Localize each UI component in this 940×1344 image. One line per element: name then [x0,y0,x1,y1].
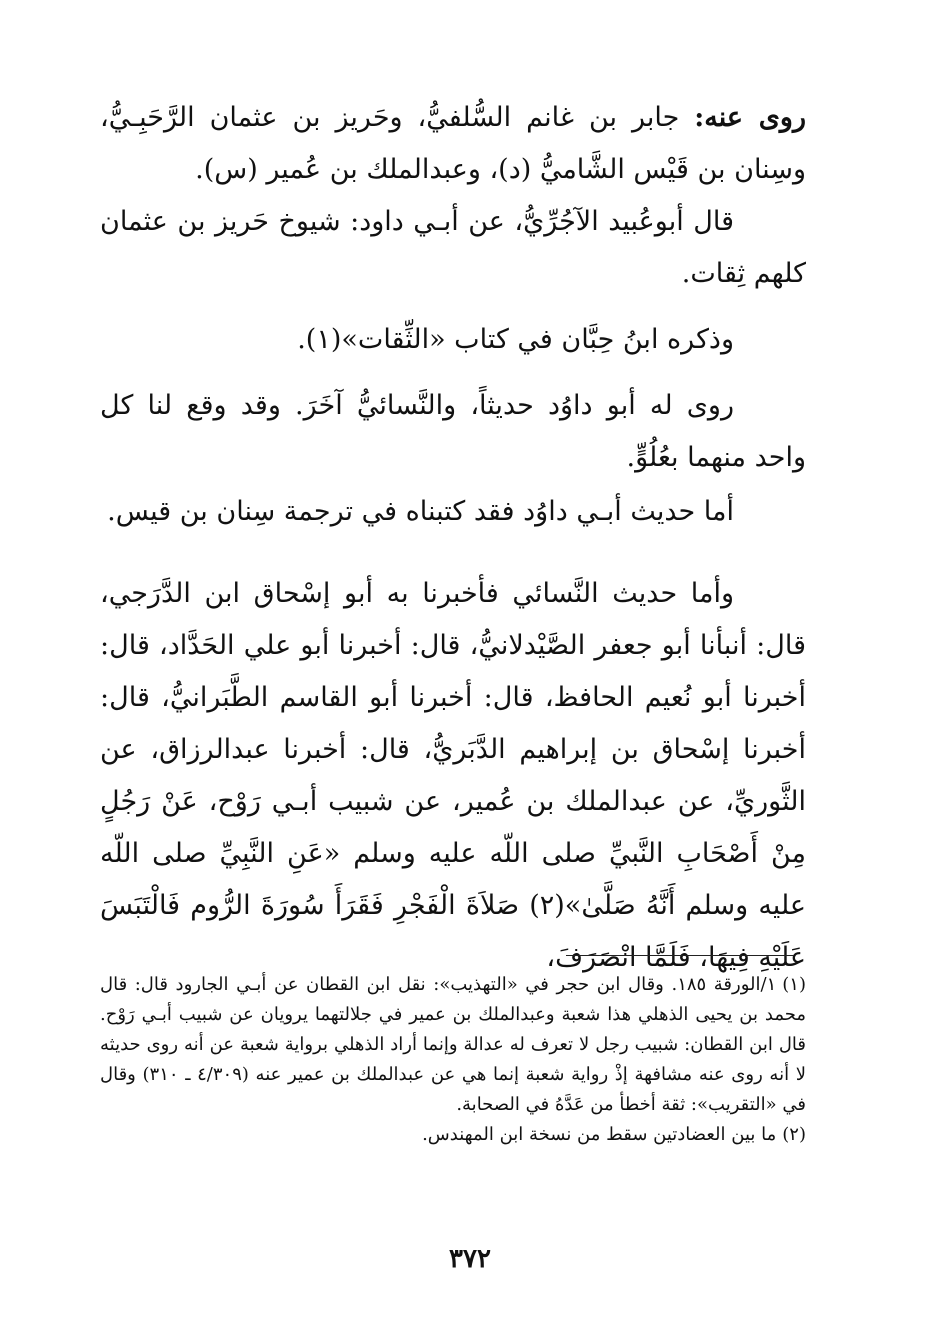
ajurri-text: قال أبوعُبيد الآجُرِّيُّ، عن أبـي داود: شيوخ حَريز بن عثمان كلهم ثِقات. [100,206,806,289]
ibn-hibban-text: وذكره ابنُ حِبَّان في كتاب «الثِّقات»(١). [297,324,734,355]
paragraph-narrators [100,92,806,196]
paragraph-abu-dawud-hadith [100,486,806,538]
footnote-2-text: ما بين العضادتين سقط من نسخة ابن المهندس. [422,1124,777,1145]
paragraph-narrated-by [100,380,806,484]
footnote-divider [566,955,794,956]
paragraph-ibn-hibban [100,314,806,366]
footnote-2-number: (٢) [782,1124,806,1145]
nasai-hadith-text: وأما حديث النَّسائي فأخبرنا به أبو إسْحاق ابن الدَّرَجي، قال: أنبأنا أبو جعفر الصَّيْدلانيُّ، قال: أخبرنا أبو علي الحَدَّاد، قال: أخبرنا أبو نُعيم الحافظ، قال: أخبرنا أبو القاسم الطَّبَرانيُّ، قال: أخبرنا إسْحاق بن إبراهيم الدَّبَريُّ، قال: أخبرنا عبدالرزاق، عن الثَّوريِّ، عن عبدالملك بن عُمير، عن شبيب أبـي رَوْح، عَنْ رَجُلٍ مِنْ أَصْحَابِ النَّبيِّ صلى اللّه عليه وسلم «عَنِ النَّبِيِّ صلى اللّه عليه وسلم أَنَّهُ صَلَّىٰ»(٢) صَلاَةَ الْفَجْرِ فَقَرَأَ سُورَةَ الرُّوم فَالْتَبَسَ عَلَيْهِ فِيهَا، فَلَمَّا انْصَرَفَ، [100,578,806,973]
footnote-1 [100,970,806,1120]
abu-dawud-hadith-text: أما حديث أبـي داوُد فقد كتبناه في ترجمة سِنان بن قيس. [107,496,734,527]
paragraph-ajurri [100,196,806,300]
footnotes-section [100,970,806,1150]
paragraph-nasai-hadith [100,568,806,984]
footnote-2 [100,1120,806,1150]
narrated-from-label: روى عنه: [694,102,807,133]
footnote-1-text: ١/الورقة ١٨٥. وقال ابن حجر في «التهذيب»: نقل ابن القطان عن أبـي الجارود قال: قال محمد بن يحيى الذهلي هذا شعبة وعبدالملك بن عمير في جلالتهما يرويان عن شبيب أبـي رَوْح. قال ابن القطان: شبيب رجل لا تعرف له عدالة وإنما أراد الذهلي برواية شعبة عن أنه روى حديثه لا أنه روى عنه مشافهة إذْ رواية شعبة إنما هي عن عبدالملك بن عمير عنه (٤/٣٠٩ ـ ٣١٠) وقال في «التقريب»: ثقة أخطأ من عَدَّهُ في الصحابة. [100,974,806,1115]
page-number: ٣٧٢ [449,1244,491,1274]
narrated-by-text: روى له أبو داوُد حديثاً، والنَّسائيُّ آخَرَ. وقد وقع لنا كل واحد منهما بعُلُوٍّ. [100,390,806,473]
narrators-text: جابر بن غانم السُّلفيُّ، وحَريز بن عثمان الرَّحَبِـيُّ، وسِنان بن قَيْس الشَّاميُّ (د)، وعبدالملك بن عُمير (س). [100,102,806,185]
footnote-1-number: (١) [782,974,806,995]
